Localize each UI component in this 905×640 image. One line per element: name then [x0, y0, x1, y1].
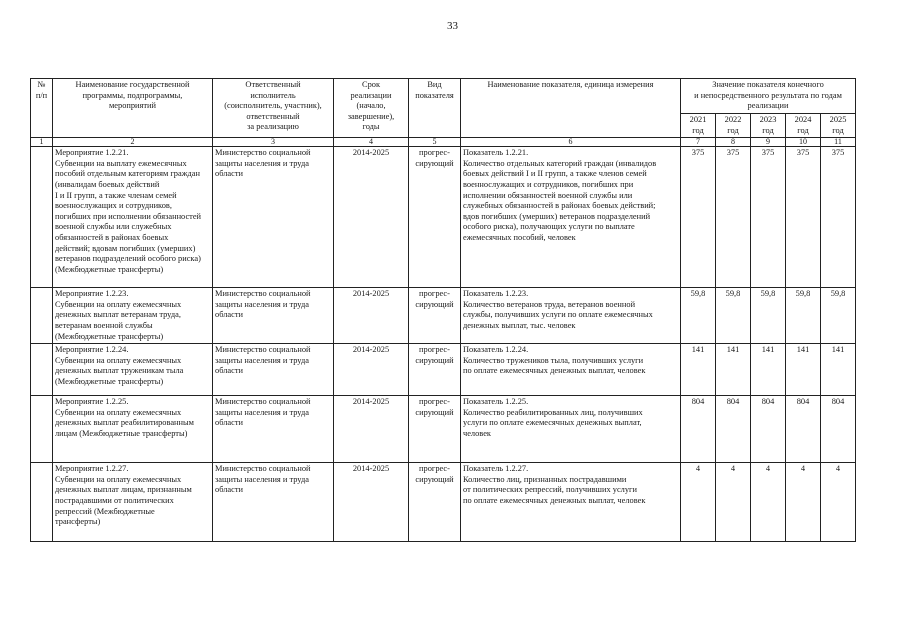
value-2021: 804	[681, 396, 716, 463]
indicator-cell: Показатель 1.2.23. Количество ветеранов труда, ветеранов военной службы, получивших услуги по оплате ежемесячных денежных выплат, тыс. человек	[461, 288, 681, 344]
value-2024: 59,8	[786, 288, 821, 344]
indicator-cell: Показатель 1.2.27. Количество лиц, признанных пострадавшими от политических репрессий, получивших услуги по оплате ежемесячных денежных выплат, человек	[461, 463, 681, 542]
column-number: 1	[31, 138, 53, 147]
executor-cell: Министерство социальной защиты населения и труда области	[213, 147, 334, 288]
header-year: 2023 год	[751, 114, 786, 138]
indicator-type-cell: прогрес- сирующий	[409, 463, 461, 542]
column-number: 7	[681, 138, 716, 147]
row-number	[31, 396, 53, 463]
event-cell: Мероприятие 1.2.23. Субвенции на оплату ежемесячных денежных выплат ветеранам труда, ветеранам военной службы (Межбюджетные трансферты)	[53, 288, 213, 344]
column-number: 10	[786, 138, 821, 147]
value-2025: 375	[821, 147, 856, 288]
indicator-type-cell: прогрес- сирующий	[409, 396, 461, 463]
executor-cell: Министерство социальной защиты населения и труда области	[213, 288, 334, 344]
indicator-cell: Показатель 1.2.25. Количество реабилитированных лиц, получивших услуги по оплате ежемесячных денежных выплат, человек	[461, 396, 681, 463]
page-number: 33	[447, 20, 458, 32]
header-col-executor: Ответственный исполнитель (соисполнитель, участник), ответственный за реализацию	[213, 79, 334, 138]
value-2023: 804	[751, 396, 786, 463]
value-2025: 804	[821, 396, 856, 463]
header-col-program: Наименование государственной программы, подпрограммы, мероприятий	[53, 79, 213, 138]
value-2021: 59,8	[681, 288, 716, 344]
indicator-table	[30, 78, 856, 542]
indicator-type-cell: прогрес- сирующий	[409, 147, 461, 288]
value-2022: 804	[716, 396, 751, 463]
row-number	[31, 147, 53, 288]
column-numbers-row	[31, 138, 856, 147]
table-row	[31, 288, 856, 344]
column-number: 8	[716, 138, 751, 147]
header-year: 2022 год	[716, 114, 751, 138]
column-number: 9	[751, 138, 786, 147]
executor-cell: Министерство социальной защиты населения и труда области	[213, 396, 334, 463]
value-2022: 141	[716, 344, 751, 396]
value-2022: 59,8	[716, 288, 751, 344]
term-cell: 2014-2025	[334, 288, 409, 344]
value-2025: 59,8	[821, 288, 856, 344]
value-2024: 4	[786, 463, 821, 542]
value-2024: 804	[786, 396, 821, 463]
value-2023: 375	[751, 147, 786, 288]
table-row	[31, 344, 856, 396]
value-2021: 375	[681, 147, 716, 288]
term-cell: 2014-2025	[334, 463, 409, 542]
value-2025: 4	[821, 463, 856, 542]
indicator-type-cell: прогрес- сирующий	[409, 288, 461, 344]
column-number: 11	[821, 138, 856, 147]
value-2024: 141	[786, 344, 821, 396]
value-2021: 141	[681, 344, 716, 396]
header-col-number: № п/п	[31, 79, 53, 138]
value-2023: 141	[751, 344, 786, 396]
header-year: 2021 год	[681, 114, 716, 138]
table-row	[31, 463, 856, 542]
row-number	[31, 463, 53, 542]
table-row	[31, 396, 856, 463]
header-row	[31, 79, 856, 114]
header-col-term: Срок реализации (начало, завершение), годы	[334, 79, 409, 138]
column-number: 2	[53, 138, 213, 147]
event-cell: Мероприятие 1.2.25. Субвенции на оплату ежемесячных денежных выплат реабилитированным лицам (Межбюджетные трансферты)	[53, 396, 213, 463]
term-cell: 2014-2025	[334, 147, 409, 288]
event-cell: Мероприятие 1.2.27. Субвенции на оплату ежемесячных денежных выплат лицам, признанным пострадавшими от политических репрессий (Межбюджетные трансферты)	[53, 463, 213, 542]
row-number	[31, 344, 53, 396]
executor-cell: Министерство социальной защиты населения и труда области	[213, 463, 334, 542]
value-2022: 4	[716, 463, 751, 542]
term-cell: 2014-2025	[334, 344, 409, 396]
value-2023: 59,8	[751, 288, 786, 344]
value-2025: 141	[821, 344, 856, 396]
column-number: 6	[461, 138, 681, 147]
column-number: 5	[409, 138, 461, 147]
header-year: 2025 год	[821, 114, 856, 138]
indicator-cell: Показатель 1.2.24. Количество тружеников тыла, получивших услуги по оплате ежемесячных денежных выплат, человек	[461, 344, 681, 396]
row-number	[31, 288, 53, 344]
header-col-indicator: Наименование показателя, единица измерения	[461, 79, 681, 138]
column-number: 4	[334, 138, 409, 147]
value-2021: 4	[681, 463, 716, 542]
executor-cell: Министерство социальной защиты населения и труда области	[213, 344, 334, 396]
term-cell: 2014-2025	[334, 396, 409, 463]
value-2023: 4	[751, 463, 786, 542]
event-cell: Мероприятие 1.2.21. Субвенции на выплату ежемесячных пособий отдельным категориям граждан (инвалидам боевых действий I и II групп, а также членам семей военнослужащих и сотрудников, погибших при исполнении обязанностей военной службы или служебных обязанностей в районах боевых действий; вдовам погибших (умерших) ветеранов подразделений особого риска) (Межбюджетные трансферты)	[53, 147, 213, 288]
indicator-type-cell: прогрес- сирующий	[409, 344, 461, 396]
header-year: 2024 год	[786, 114, 821, 138]
value-2024: 375	[786, 147, 821, 288]
header-col-values: Значение показателя конечного и непосредственного результата по годам реализации	[681, 79, 856, 114]
event-cell: Мероприятие 1.2.24. Субвенции на оплату ежемесячных денежных выплат труженикам тыла (Межбюджетные трансферты)	[53, 344, 213, 396]
value-2022: 375	[716, 147, 751, 288]
header-col-type: Вид показателя	[409, 79, 461, 138]
table-row	[31, 147, 856, 288]
indicator-cell: Показатель 1.2.21. Количество отдельных категорий граждан (инвалидов боевых действий I и II групп, а также членов семей военнослужащих и сотрудников, погибших при исполнении обязанностей военной службы или служебных обязанностей в районах боевых действий; вдов погибших (умерших) ветеранов подразделений особого риска), получающих услуги по выплате ежемесячных пособий, человек	[461, 147, 681, 288]
column-number: 3	[213, 138, 334, 147]
